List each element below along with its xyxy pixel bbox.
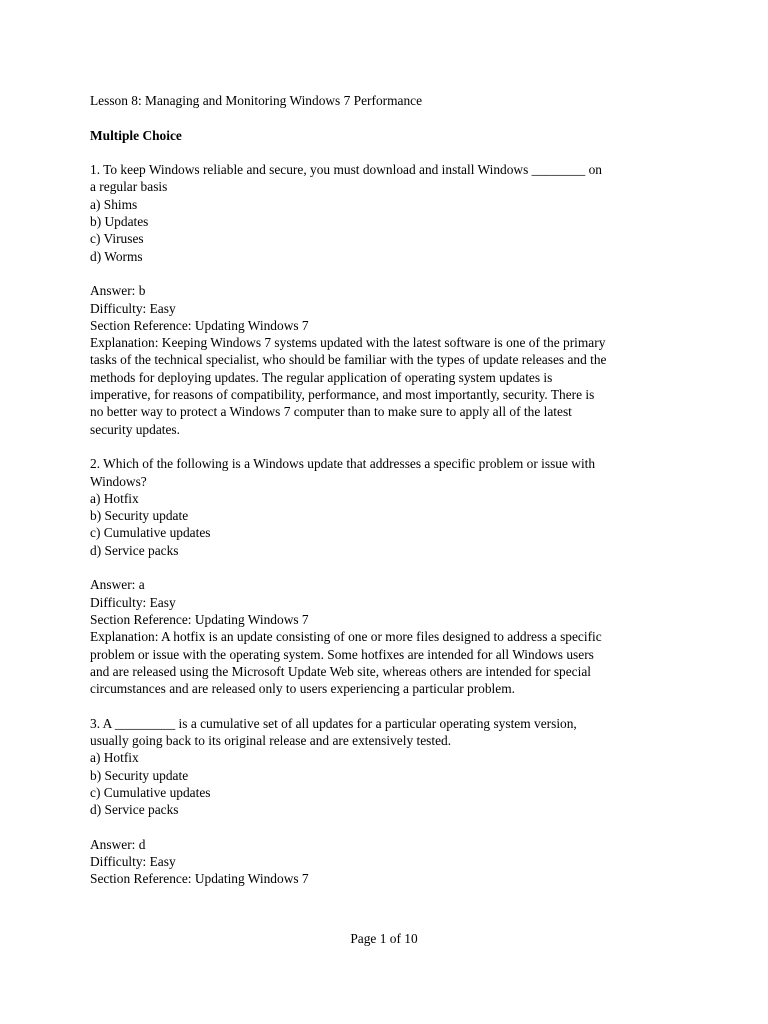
- page-number: Page 1 of 10: [350, 931, 418, 946]
- explanation-line: problem or issue with the operating system. Some hotfixes are intended for all Windows users: [90, 646, 594, 662]
- answer-key: Answer: b: [90, 283, 146, 299]
- answer-option: b) Security update: [90, 508, 189, 524]
- lesson-title: Lesson 8: Managing and Monitoring Windows 7 Performance: [90, 93, 423, 108]
- answer-key: Answer: d: [90, 836, 146, 852]
- answer-option: d) Service packs: [90, 542, 179, 558]
- explanation-line: Explanation: Keeping Windows 7 systems updated with the latest software is one of the primary: [90, 335, 606, 351]
- answer-option: c) Cumulative updates: [90, 784, 211, 800]
- explanation-line: security updates.: [90, 421, 180, 437]
- answer-option: b) Security update: [90, 767, 189, 783]
- question-text: 3. A _________ is a cumulative set of all updates for a particular operating system version,: [90, 715, 577, 731]
- question-text: usually going back to its original release and are extensively tested.: [90, 732, 452, 748]
- answer-option: d) Worms: [90, 248, 143, 264]
- answer-option: a) Hotfix: [90, 490, 139, 506]
- question-text: 1. To keep Windows reliable and secure, you must download and install Windows ________ on: [90, 162, 602, 178]
- answer-key: Answer: a: [90, 577, 145, 593]
- explanation-line: tasks of the technical specialist, who should be familiar with the types of update releases and the: [90, 352, 607, 368]
- question-text: Windows?: [90, 473, 147, 489]
- difficulty: Difficulty: Easy: [90, 854, 176, 870]
- answer-option: b) Updates: [90, 214, 149, 230]
- answer-option: d) Service packs: [90, 802, 179, 818]
- section-reference: Section Reference: Updating Windows 7: [90, 871, 309, 887]
- difficulty: Difficulty: Easy: [90, 594, 176, 610]
- explanation-line: circumstances and are released only to users experiencing a particular problem.: [90, 681, 515, 697]
- explanation-line: methods for deploying updates. The regular application of operating system updates is: [90, 369, 553, 385]
- answer-option: c) Viruses: [90, 231, 144, 247]
- answer-option: a) Hotfix: [90, 750, 139, 766]
- question-block: [90, 455, 678, 697]
- explanation-line: no better way to protect a Windows 7 computer than to make sure to apply all of the latest: [90, 404, 572, 420]
- section-heading: Multiple Choice: [90, 127, 182, 143]
- question-block: [90, 715, 678, 888]
- section-reference: Section Reference: Updating Windows 7: [90, 611, 309, 627]
- section-reference: Section Reference: Updating Windows 7: [90, 317, 309, 333]
- answer-option: c) Cumulative updates: [90, 525, 211, 541]
- document-body: [90, 92, 678, 888]
- explanation-line: Explanation: A hotfix is an update consisting of one or more files designed to address a specific: [90, 629, 602, 645]
- question-text: a regular basis: [90, 179, 168, 195]
- answer-option: a) Shims: [90, 196, 138, 212]
- explanation-line: and are released using the Microsoft Update Web site, whereas others are intended for special: [90, 663, 592, 679]
- question-text: 2. Which of the following is a Windows update that addresses a specific problem or issue with: [90, 456, 596, 472]
- explanation-line: imperative, for reasons of compatibility, performance, and most importantly, security. There is: [90, 387, 595, 403]
- question-block: [90, 161, 678, 438]
- difficulty: Difficulty: Easy: [90, 300, 176, 316]
